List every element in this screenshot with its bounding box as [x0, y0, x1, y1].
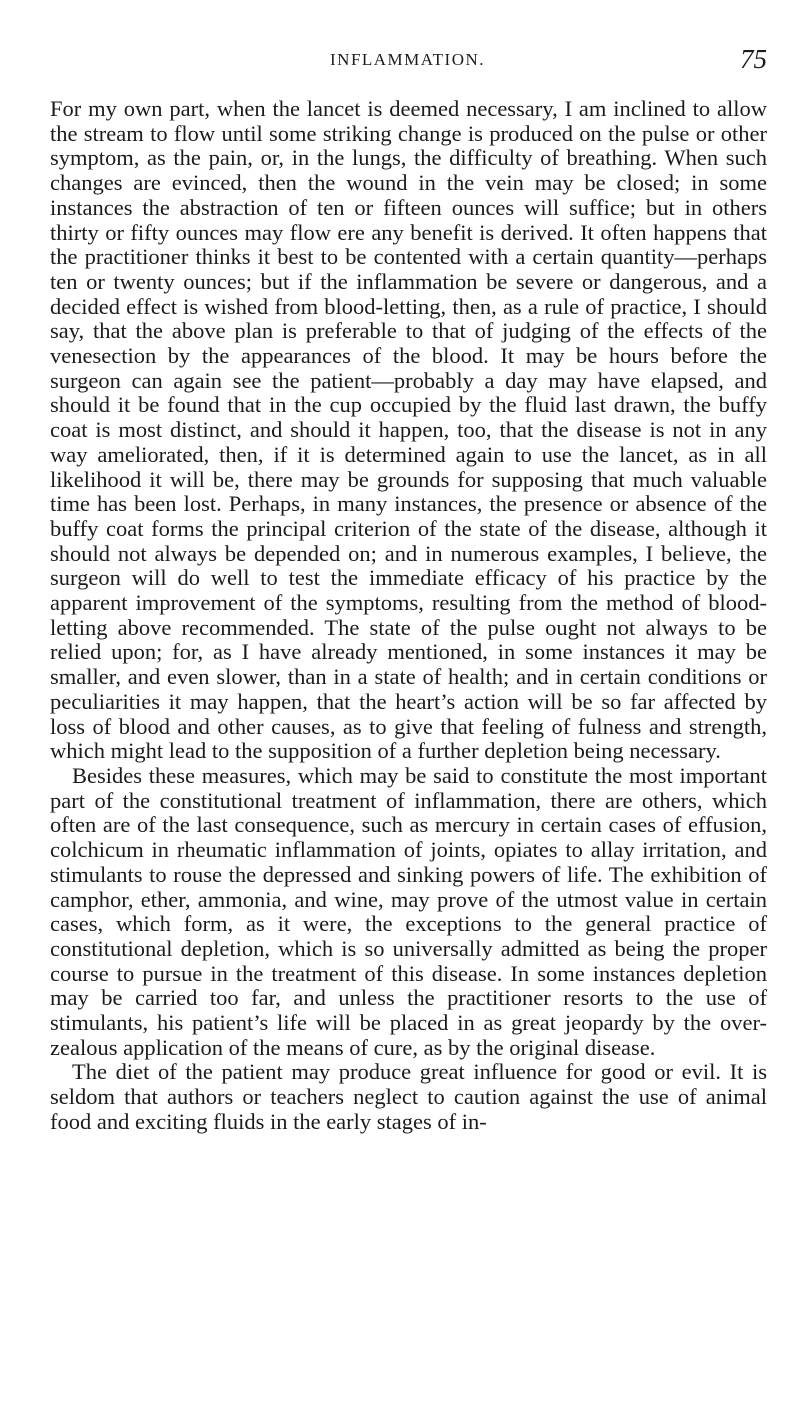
paragraph-lancet-practice: For my own part, when the lancet is deemed necessary, I am inclined to allow the stream to flow until some striking change is produced on the pulse or other symptom, as the pain, or, in the lungs, the difficulty of breathing. When such changes are evinced, then the wound in the vein may be closed; in some instances the abstraction of ten or fifteen ounces will suffice; but in others thirty or fifty ounces may flow ere any benefit is derived. It often happens that the practitioner thinks it best to be contented with a certain quantity—perhaps ten or twenty ounces; but if the inflammation be severe or dangerous, and a decided effect is wished from blood-letting, then, as a rule of practice, I should say, that the above plan is preferable to that of judging of the effects of the venesection by the appearances of the blood. It may be hours before the surgeon can again see the patient—probably a day may have elapsed, and should it be found that in the cup occupied by the fluid last drawn, the buffy coat is most distinct, and should it happen, too, that the disease is not in any way ameliorated, then, if it is determined again to use the lancet, as in all likelihood it will be, there may be grounds for supposing that much valuable time has been lost. Perhaps, in many instances, the presence or absence of the buffy coat forms the principal criterion of the state of the disease, although it should not always be depended on; and in numerous examples, I believe, the surgeon will do well to test the immediate efficacy of his practice by the apparent improvement of the symptoms, resulting from the method of blood-letting above recommended. The state of the pulse ought not always to be relied upon; for, as I have already mentioned, in some instances it may be smaller, and even slower, than in a state of health; and in certain conditions or peculiarities it may happen, that the heart’s action will be so far affected by loss of blood and other causes, as to give that feeling of fulness and strength, which might lead to the supposition of a further depletion being necessary.	[50, 96, 767, 764]
paragraph-diet: The diet of the patient may produce great influence for good or evil. It is seldom that authors or teachers neglect to caution against the use of animal food and exciting fluids in the early stages of in-	[50, 1059, 767, 1134]
running-head-title: INFLAMMATION.	[330, 50, 486, 69]
body-text	[50, 97, 767, 1135]
paragraph-other-measures: Besides these measures, which may be said to constitute the most important part of the constitutional treatment of inflammation, there are others, which often are of the last consequence, such as mercury in certain cases of effusion, colchicum in rheumatic inflammation of joints, opiates to allay irritation, and stimulants to rouse the depressed and sinking powers of life. The exhibition of camphor, ether, ammonia, and wine, may prove of the utmost value in certain cases, which form, as it were, the exceptions to the general practice of constitutional depletion, which is so universally admitted as being the proper course to pursue in the treatment of this disease. In some instances depletion may be carried too far, and unless the practitioner resorts to the use of stimulants, his patient’s life will be placed in as great jeopardy by the over-zealous application of the means of cure, as by the original disease.	[50, 762, 767, 1060]
running-head	[0, 34, 801, 74]
page-number: 75	[740, 44, 767, 74]
